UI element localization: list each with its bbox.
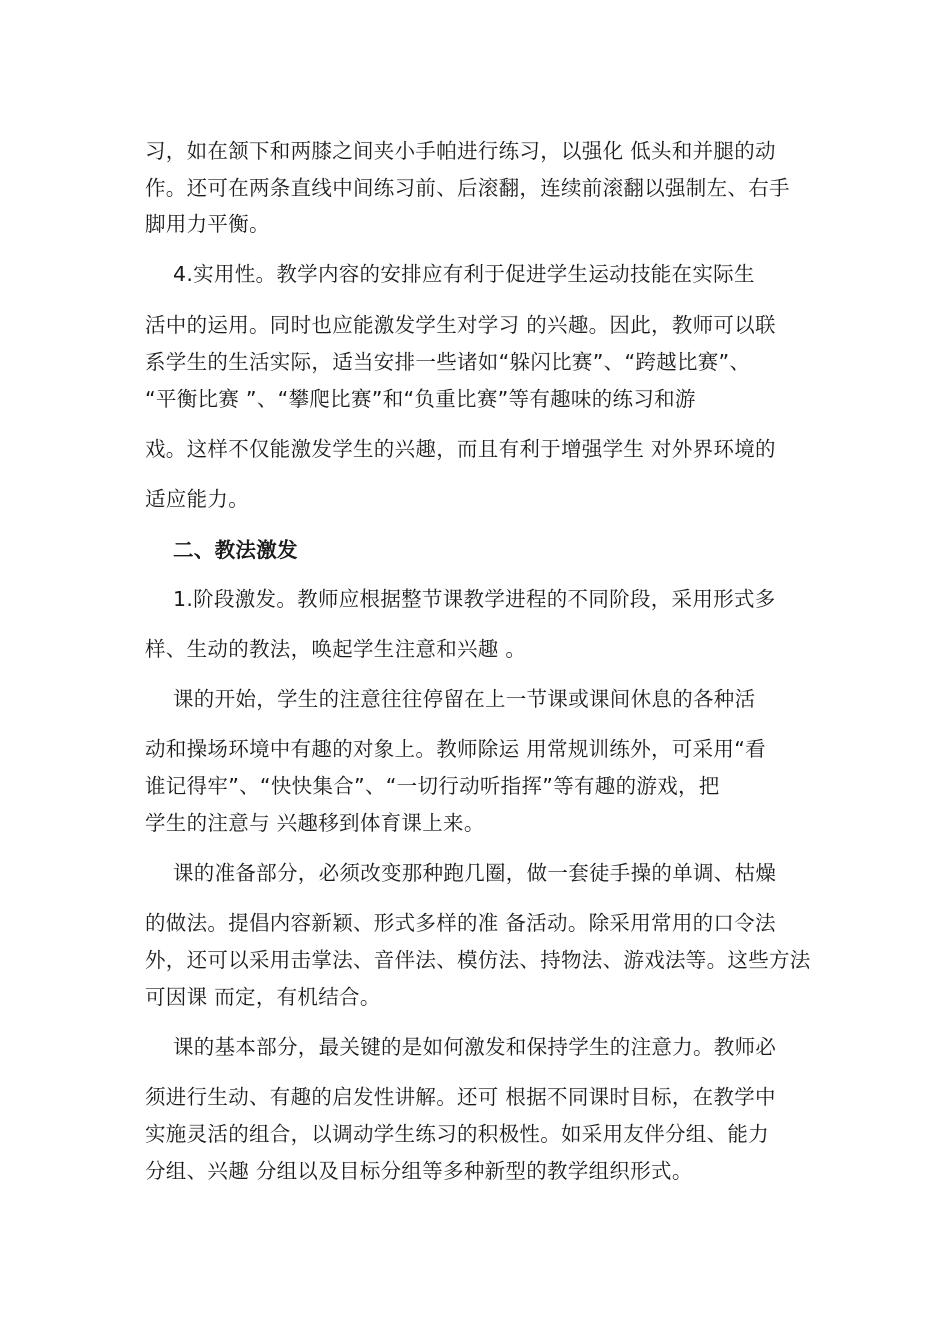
text-line: 的做法。提倡内容新颖、形式多样的准 备活动。除采用常用的口令法: [145, 911, 776, 935]
text-line: 脚用力平衡。: [145, 212, 270, 236]
text-line: 习，如在颔下和两膝之间夹小手帕进行练习，以强化 低头和并腿的动: [145, 139, 776, 163]
text-line: 活中的运用。同时也应能激发学生对学习 的兴趣。因此，教师可以联: [145, 313, 776, 337]
text-line: 系学生的生活实际，适当安排一些诸如“躲闪比赛”、“跨越比赛”、: [145, 350, 751, 374]
text-line: 外，还可以采用击掌法、音伴法、模仿法、持物法、游戏法等。这些方法: [145, 948, 811, 972]
text-line: 学生的注意与 兴趣移到体育课上来。: [145, 811, 485, 835]
text-line: 戏。这样不仅能激发学生的兴趣，而且有利于增强学生 对外界环境的: [145, 437, 776, 461]
text-line: 样、生动的教法，唤起学生注意和兴趣 。: [145, 637, 527, 661]
text-line: 课的开始，学生的注意往往停留在上一节课或课间休息的各种活: [173, 687, 756, 711]
text-line: 1.阶段激发。教师应根据整节课教学进程的不同阶段，采用形式多: [173, 587, 776, 611]
text-line: 分组、兴趣 分组以及目标分组等多种新型的教学组织形式。: [145, 1159, 693, 1183]
section-heading: 二、教法激发: [173, 538, 298, 562]
text-line: 适应能力。: [145, 487, 249, 511]
text-line: 4.实用性。教学内容的安排应有利于促进学生运动技能在实际生: [173, 262, 755, 286]
text-line: 动和操场环境中有趣的对象上。教师除运 用常规训练外，可采用“看: [145, 737, 766, 761]
text-line: 课的准备部分，必须改变那种跑几圈，做一套徒手操的单调、枯燥: [173, 861, 777, 885]
text-line: 课的基本部分，最关键的是如何激发和保持学生的注意力。教师必: [173, 1035, 777, 1059]
text-line: 实施灵活的组合，以调动学生练习的积极性。如采用友伴分组、能力: [145, 1122, 769, 1146]
text-line: 可因课 而定，有机结合。: [145, 985, 381, 1009]
text-line: “平衡比赛 ”、“攀爬比赛”和“负重比赛”等有趣味的练习和游: [145, 387, 696, 411]
text-line: 谁记得牢”、“快快集合”、“一切行动听指挥”等有趣的游戏，把: [145, 774, 720, 798]
text-line: 作。还可在两条直线中间练习前、后滚翻，连续前滚翻以强制左、右手: [145, 176, 790, 200]
text-line: 须进行生动、有趣的启发性讲解。还可 根据不同课时目标，在教学中: [145, 1085, 776, 1109]
